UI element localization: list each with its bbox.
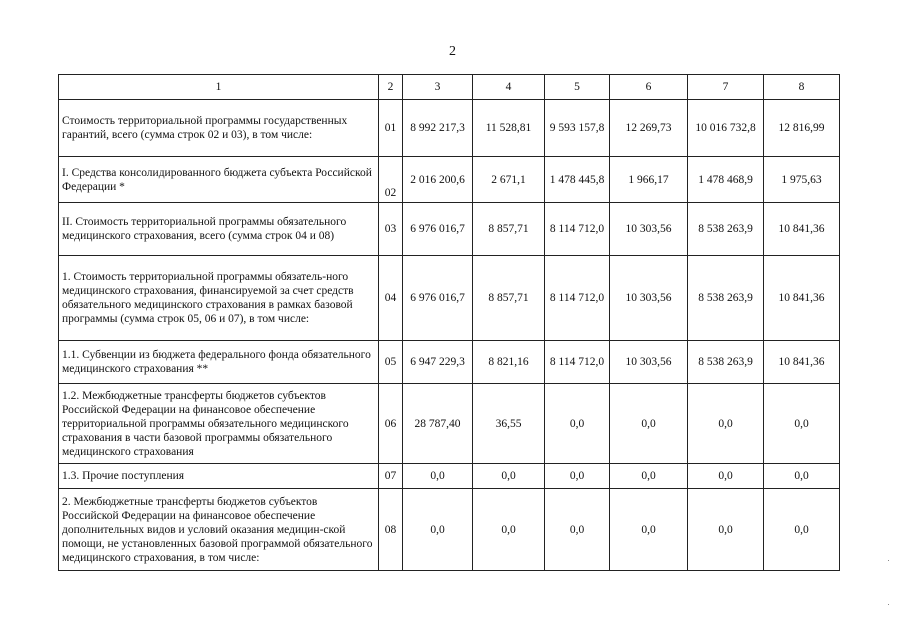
row-label: Стоимость территориальной программы государственных гарантий, всего (сумма строк 02 и 03), в том числе: [59,100,379,157]
table-row [59,203,840,256]
value-cell: 12 269,73 [610,100,688,157]
row-label: I. Средства консолидированного бюджета субъекта Российской Федерации * [59,157,379,203]
value-cell: 0,0 [545,384,610,464]
value-cell: 0,0 [610,464,688,489]
header-cell: 1 [59,75,379,100]
value-cell: 0,0 [545,464,610,489]
value-cell: 0,0 [473,464,545,489]
table-row [59,256,840,341]
table-row [59,100,840,157]
value-cell: 0,0 [764,464,840,489]
value-cell: 10 303,56 [610,341,688,384]
value-cell: 11 528,81 [473,100,545,157]
value-cell: 10 841,36 [764,341,840,384]
row-label: II. Стоимость территориальной программы обязательного медицинского страхования, всего (сумма строк 04 и 08) [59,203,379,256]
row-label: 2. Межбюджетные трансферты бюджетов субъектов Российской Федерации на финансовое обеспечение дополнительных видов и условий оказания медицин-ской помощи, не установленных базовой программой обязательного медицинского страхования, в том числе: [59,489,379,571]
value-cell: 1 478 468,9 [688,157,764,203]
header-cell: 8 [764,75,840,100]
row-code: 07 [379,464,403,489]
value-cell: 0,0 [403,464,473,489]
value-cell: 10 841,36 [764,256,840,341]
row-label: 1.2. Межбюджетные трансферты бюджетов субъектов Российской Федерации на финансовое обеспечение территориальной программы обязательного медицинского страхования в части базовой программы обязательного медицинского страхования [59,384,379,464]
value-cell: 2 016 200,6 [403,157,473,203]
row-code: 02 [379,157,403,203]
value-cell: 2 671,1 [473,157,545,203]
header-cell: 4 [473,75,545,100]
value-cell: 6 976 016,7 [403,256,473,341]
value-cell: 0,0 [688,384,764,464]
value-cell: 0,0 [764,384,840,464]
value-cell: 8 114 712,0 [545,203,610,256]
header-row [59,75,840,100]
value-cell: 1 478 445,8 [545,157,610,203]
row-code: 06 [379,384,403,464]
value-cell: 0,0 [403,489,473,571]
value-cell: 8 538 263,9 [688,256,764,341]
value-cell: 6 976 016,7 [403,203,473,256]
value-cell: 0,0 [610,384,688,464]
value-cell: 8 992 217,3 [403,100,473,157]
header-cell: 5 [545,75,610,100]
row-code: 01 [379,100,403,157]
value-cell: 36,55 [473,384,545,464]
value-cell: 1 975,63 [764,157,840,203]
row-label: 1.1. Субвенции из бюджета федерального фонда обязательного медицинского страхования ** [59,341,379,384]
value-cell: 9 593 157,8 [545,100,610,157]
value-cell: 10 016 732,8 [688,100,764,157]
header-cell: 3 [403,75,473,100]
table-row [59,341,840,384]
value-cell: 8 114 712,0 [545,256,610,341]
value-cell: 10 303,56 [610,256,688,341]
value-cell: 8 538 263,9 [688,341,764,384]
value-cell: 0,0 [688,489,764,571]
header-cell: 2 [379,75,403,100]
page-number: 2 [449,44,456,59]
value-cell: 8 114 712,0 [545,341,610,384]
value-cell: 0,0 [688,464,764,489]
value-cell: 0,0 [545,489,610,571]
row-code: 04 [379,256,403,341]
scan-speck [888,604,889,605]
value-cell: 12 816,99 [764,100,840,157]
value-cell: 8 821,16 [473,341,545,384]
row-code: 08 [379,489,403,571]
value-cell: 10 303,56 [610,203,688,256]
row-label: 1. Стоимость территориальной программы обязатель-ного медицинского страхования, финансируемой за счет средств обязательного медицинского страхования в рамках базовой программы (сумма строк 05, 06 и 07), в том числе: [59,256,379,341]
financing-table [58,74,840,571]
header-cell: 6 [610,75,688,100]
value-cell: 8 857,71 [473,203,545,256]
value-cell: 28 787,40 [403,384,473,464]
value-cell: 6 947 229,3 [403,341,473,384]
value-cell: 0,0 [610,489,688,571]
scan-speck [888,560,889,561]
table-row [59,464,840,489]
value-cell: 10 841,36 [764,203,840,256]
value-cell: 1 966,17 [610,157,688,203]
value-cell: 8 857,71 [473,256,545,341]
value-cell: 0,0 [764,489,840,571]
table-row [59,489,840,571]
value-cell: 8 538 263,9 [688,203,764,256]
header-cell: 7 [688,75,764,100]
row-label: 1.3. Прочие поступления [59,464,379,489]
row-code: 03 [379,203,403,256]
table-row [59,157,840,203]
row-code: 05 [379,341,403,384]
value-cell: 0,0 [473,489,545,571]
table-row [59,384,840,464]
